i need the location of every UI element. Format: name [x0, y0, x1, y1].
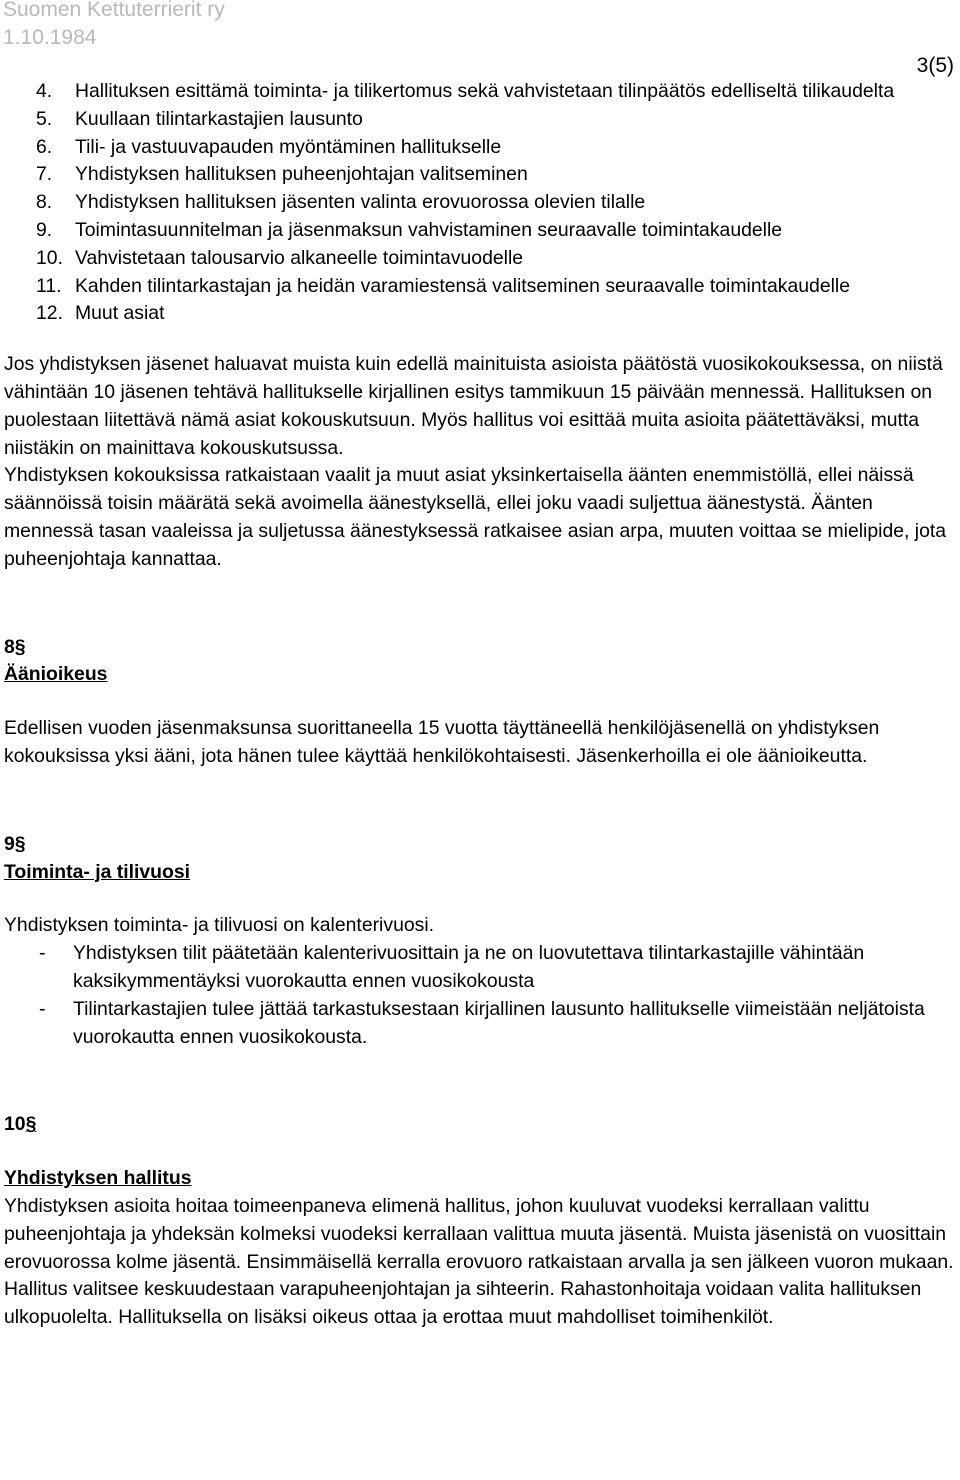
section-8-body: Edellisen vuoden jäsenmaksunsa suorittaneella 15 vuotta täyttäneellä henkilöjäsenellä on yhdistyksen kokouksissa yksi ääni, jota hänen tulee käyttää henkilökohtaisesti. Jäsenkerhoilla ei ole äänioikeutta. [4, 717, 880, 767]
agenda-item-text: Vahvistetaan talousarvio alkaneelle toimintavuodelle [75, 246, 524, 269]
section-10-number: 10§ [4, 1113, 37, 1136]
dash-bullet: - [39, 997, 46, 1020]
proposals-paragraph: Jos yhdistyksen jäsenet haluavat muista kuin edellä mainituista asioista päätöstä vuosikokouksessa, on niistä vähintään 10 jäsenen tehtävä hallitukselle kirjallinen esitys tammikuun 15 päivään mennessä. Hallituksen on puolestaan liitettävä nämä asiat kokouskutsuun. Myös hallitus voi esittää muita asioita päätettäväksi, mutta niistäkin on mainittava kokouskutsussa. [4, 353, 943, 459]
agenda-item-text: Tili- ja vastuuvapauden myöntäminen hallitukselle [75, 135, 502, 158]
agenda-item [4, 106, 956, 134]
agenda-item-text: Muut asiat [75, 302, 165, 325]
agenda-item-text: Toimintasuunnitelman ja jäsenmaksun vahvistaminen seuraavalle toimintakaudelle [75, 218, 783, 241]
list-item [4, 940, 956, 996]
agenda-item [4, 217, 956, 245]
agenda-item-number: 5. [36, 107, 53, 130]
agenda-item-number: 4. [36, 80, 53, 102]
agenda-item-number: 6. [36, 135, 53, 158]
section-9-list [4, 940, 956, 1051]
section-10-title: Yhdistyksen hallitus [4, 1167, 192, 1190]
section-8-number: 8§ [4, 635, 26, 658]
section-symbol: § [25, 1113, 37, 1136]
document-body [4, 78, 956, 1332]
agenda-item-number: 10. [36, 246, 63, 269]
page-number: 3(5) [916, 54, 954, 77]
section-10-body: Yhdistyksen asioita hoitaa toimeenpaneva elimenä hallitus, johon kuuluvat vuodeksi kerrallaan valittu puheenjohtaja ja yhdeksän kolmeksi vuodeksi kerrallaan valittua muuta jäsentä. Muista jäsenistä on vuosittain erovuorossa kolme jäsentä. Ensimmäisellä kerralla erovuoro ratkaistaan arvalla ja sen jälkeen vuoron mukaan. Hallitus valitsee keskuudestaan varapuheenjohtajan ja sihteerin. Rahastonhoitaja voidaan valita hallituksen ulkopuolelta. Hallituksella on lisäksi oikeus ottaa ja erottaa muut mahdolliset toimihenkilöt. [4, 1194, 954, 1329]
agenda-item-text: Kuullaan tilintarkastajien lausunto [75, 107, 363, 130]
section-9-number: 9§ [4, 832, 26, 855]
agenda-item [4, 78, 956, 106]
section-9-intro: Yhdistyksen toiminta- ja tilivuosi on kalenterivuosi. [4, 914, 435, 937]
section-symbol: § [14, 832, 26, 855]
agenda-item-text: Kahden tilintarkastajan ja heidän varamiestensä valitseminen seuraavalle toimintakaudelle [75, 274, 851, 297]
section-symbol: § [14, 635, 26, 658]
agenda-item [4, 189, 956, 217]
agenda-item [4, 161, 956, 189]
agenda-item-number: 11. [36, 274, 62, 297]
agenda-item [4, 134, 956, 162]
list-item-text: Yhdistyksen tilit päätetään kalenterivuosittain ja ne on luovutettava tilintarkastajille vähintään kaksikymmentäyksi vuorokautta ennen vuosikokousta [73, 942, 865, 992]
agenda-item [4, 273, 956, 301]
list-item [4, 996, 956, 1052]
agenda-item-number: 9. [36, 218, 53, 241]
section-8-title: Äänioikeus [4, 663, 108, 686]
header-organization: Suomen Kettuterrierit ry [3, 0, 225, 21]
agenda-list [4, 78, 956, 328]
agenda-item-number: 7. [36, 163, 53, 186]
agenda-item-text: Hallituksen esittämä toiminta- ja tilikertomus sekä vahvistetaan tilinpäätös edelliseltä tilikaudelta [75, 80, 895, 102]
agenda-item-number: 12. [36, 302, 63, 325]
agenda-item-text: Yhdistyksen hallituksen jäsenten valinta erovuorossa olevien tilalle [75, 191, 646, 214]
agenda-item [4, 300, 956, 328]
voting-paragraph: Yhdistyksen kokouksissa ratkaistaan vaalit ja muut asiat yksinkertaisella äänten enemmistöllä, ellei näissä säännöissä toisin määrätä sekä avoimella äänestyksellä, ellei joku vaadi suljettua äänestystä. Äänten mennessä tasan vaaleissa ja suljetussa äänestyksessä ratkaisee asian arpa, muuten voittaa se mielipide, jota puheenjohtaja kannattaa. [4, 464, 947, 570]
header-date: 1.10.1984 [3, 26, 97, 49]
section-9-title: Toiminta- ja tilivuosi [4, 860, 191, 883]
agenda-item-text: Yhdistyksen hallituksen puheenjohtajan valitseminen [75, 163, 528, 186]
dash-bullet: - [39, 942, 46, 965]
list-item-text: Tilintarkastajien tulee jättää tarkastuksestaan kirjallinen lausunto hallitukselle viimeistään neljätoista vuorokautta ennen vuosikokousta. [73, 997, 925, 1048]
agenda-item-number: 8. [36, 191, 53, 214]
agenda-item [4, 245, 956, 273]
